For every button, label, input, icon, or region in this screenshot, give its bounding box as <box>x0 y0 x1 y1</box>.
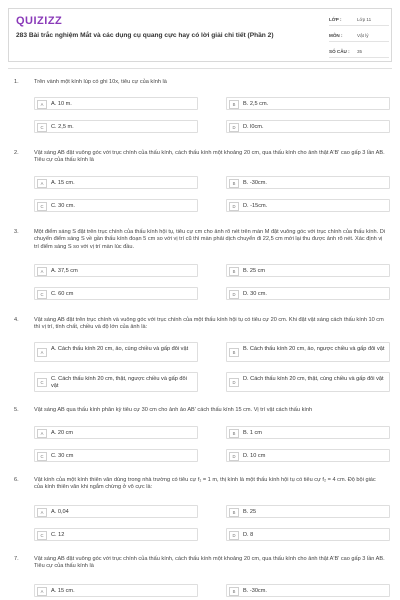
option-letter: B <box>229 429 239 438</box>
question-number: 5. <box>14 407 19 413</box>
option-letter: B <box>229 267 239 276</box>
option-text: D. l0cm. <box>243 124 264 130</box>
option-letter: D <box>229 378 239 387</box>
meta-subject-label: MÔN : <box>329 32 343 38</box>
option-letter: A <box>37 508 47 517</box>
question-text: Vật sáng AB qua thấu kính phân kỳ tiêu cự 30 cm cho ảnh ảo AB' cách thấu kính 15 cm. Vị trí vật cách thấu kính <box>34 407 313 413</box>
option-letter: C <box>37 290 47 299</box>
question-text: Một điểm sáng S đặt trên trục chính của thấu kính hội tụ, tiêu cự cm cho ảnh rõ nét trên màn M đặt vuông góc với trục chính của thấu kính. Di chuyển điểm sáng S về gần thấu kính đoạn 5 cm so với vị trí cũ thì màn phải dịch chuyển đi 22,5 cm mới lại thu được ảnh rõ nét. Xác định vị trí điểm sáng S so với vị trí màn lúc đầu. <box>34 229 385 250</box>
option-text: B. -30cm. <box>243 588 267 594</box>
document-header <box>8 8 392 62</box>
option-letter: B <box>229 179 239 188</box>
option-text: A. 37,5 cm <box>51 268 78 274</box>
option-letter: A <box>37 267 47 276</box>
option-b[interactable] <box>226 505 390 518</box>
option-a[interactable] <box>34 264 198 277</box>
option-text: C. Cách thấu kính 20 cm, thật, ngược chiều và gấp đôi vật <box>51 376 187 389</box>
option-text: C. 60 cm <box>51 291 74 297</box>
option-text: C. 30 cm <box>51 453 74 459</box>
option-letter: B <box>229 348 239 357</box>
meta-class-value: Lớp 11 <box>357 16 372 22</box>
option-text: A. Cách thấu kính 20 cm, ảo, cùng chiều và gấp đôi vật <box>51 346 189 352</box>
option-letter: A <box>37 429 47 438</box>
meta-subject-row <box>329 29 389 42</box>
option-letter: B <box>229 587 239 596</box>
option-a[interactable] <box>34 426 198 439</box>
question-number: 7. <box>14 556 19 562</box>
option-letter: C <box>37 378 47 387</box>
option-text: B. 1 cm <box>243 430 262 436</box>
option-text: B. 25 cm <box>243 268 266 274</box>
option-d[interactable] <box>226 528 390 541</box>
option-c[interactable] <box>34 528 198 541</box>
option-text: D. 10 cm <box>243 453 266 459</box>
option-text: D. -15cm. <box>243 203 268 209</box>
option-letter: C <box>37 531 47 540</box>
option-b[interactable] <box>226 176 390 189</box>
question-number: 1. <box>14 79 19 85</box>
option-text: D. 8 <box>243 532 254 538</box>
option-d[interactable] <box>226 372 390 392</box>
option-text: B. Cách thấu kính 20 cm, ảo, ngược chiều và gấp đôi vật <box>243 346 385 352</box>
meta-count-label: SỐ CÂU : <box>329 48 350 54</box>
option-c[interactable] <box>34 120 198 133</box>
option-text: A. 15 cm. <box>51 588 75 594</box>
option-letter: A <box>37 100 47 109</box>
option-d[interactable] <box>226 449 390 462</box>
question-text: Vật kính của một kính thiên văn dùng trong nhà trường có tiêu cự f₁ = 1 m, thị kính là một thấu kính hội tụ có tiêu cự f₂ = 4 cm. Độ bội giác của kính thiên văn khi ngắm chừng ở vô cực là: <box>34 477 376 491</box>
option-c[interactable] <box>34 287 198 300</box>
option-letter: A <box>37 179 47 188</box>
option-letter: B <box>229 508 239 517</box>
option-a[interactable] <box>34 342 198 362</box>
option-a[interactable] <box>34 584 198 597</box>
option-b[interactable] <box>226 264 390 277</box>
option-d[interactable] <box>226 199 390 212</box>
question-text: Vật sáng AB đặt vuông góc với trục chính của thấu kính, cách thấu kính một khoảng 20 cm, qua thấu kính cho ảnh thật A'B' cao gấp 3 lần AB. Tiêu cự của thấu kính là <box>34 150 385 164</box>
option-text: D. 30 cm. <box>243 291 267 297</box>
option-text: D. Cách thấu kính 20 cm, thật, cùng chiều và gấp đôi vật <box>243 376 384 382</box>
option-text: C. 12 <box>51 532 65 538</box>
question-text: Vật sáng AB đặt trên trục chính và vuông góc với trục chính của một thấu kính hội tụ có tiêu cự 20 cm. Khi đặt vật sáng cách thấu kính 10 cm thì vị trí, tính chất, chiều và độ lớn của ảnh là: <box>34 317 384 331</box>
option-a[interactable] <box>34 176 198 189</box>
option-letter: A <box>37 348 47 357</box>
option-text: B. 2,5 cm. <box>243 101 269 107</box>
option-letter: D <box>229 202 239 211</box>
header-divider <box>8 68 392 69</box>
question-text: Trên vành một kính lúp có ghi 10x, tiêu cự của kính là <box>34 79 167 85</box>
meta-count-value: 35 <box>357 48 363 54</box>
option-c[interactable] <box>34 449 198 462</box>
option-text: A. 20 cm <box>51 430 74 436</box>
option-letter: D <box>229 531 239 540</box>
option-d[interactable] <box>226 287 390 300</box>
option-letter: D <box>229 290 239 299</box>
option-b[interactable] <box>226 342 390 362</box>
question-number: 4. <box>14 317 19 323</box>
question-number: 2. <box>14 150 19 156</box>
question-number: 3. <box>14 229 19 235</box>
meta-subject-value: Vật lý <box>357 32 369 38</box>
option-b[interactable] <box>226 426 390 439</box>
option-c[interactable] <box>34 372 198 392</box>
option-d[interactable] <box>226 120 390 133</box>
option-a[interactable] <box>34 505 198 518</box>
option-letter: B <box>229 100 239 109</box>
meta-count-row <box>329 45 389 58</box>
option-text: C. 30 cm. <box>51 203 75 209</box>
option-text: C. 2,5 m. <box>51 124 74 130</box>
option-c[interactable] <box>34 199 198 212</box>
option-letter: C <box>37 202 47 211</box>
option-letter: C <box>37 452 47 461</box>
option-letter: D <box>229 123 239 132</box>
option-letter: C <box>37 123 47 132</box>
document-title: 283 Bài trắc nghiệm Mắt và các dụng cụ quang cực hay có lời giải chi tiết (Phần 2) <box>16 32 274 39</box>
option-b[interactable] <box>226 584 390 597</box>
option-text: A. 0,04 <box>51 509 69 515</box>
option-text: A. 15 cm. <box>51 180 75 186</box>
option-letter: D <box>229 452 239 461</box>
meta-class-label: LỚP : <box>329 16 342 22</box>
option-a[interactable] <box>34 97 198 110</box>
option-text: B. -30cm. <box>243 180 267 186</box>
question-text: Vật sáng AB đặt vuông góc với trục chính của thấu kính, cách thấu kính một khoảng 20 cm, qua thấu kính cho ảnh thật A'B' cao gấp 3 lần AB. Tiêu cự của thấu kính là <box>34 556 385 570</box>
meta-class-row <box>329 13 389 26</box>
option-text: B. 25 <box>243 509 257 515</box>
quizizz-logo: QUIZIZZ <box>16 15 63 27</box>
option-text: A. 10 m. <box>51 101 72 107</box>
question-number: 6. <box>14 477 19 483</box>
document-meta <box>327 9 392 61</box>
option-letter: A <box>37 587 47 596</box>
option-b[interactable] <box>226 97 390 110</box>
